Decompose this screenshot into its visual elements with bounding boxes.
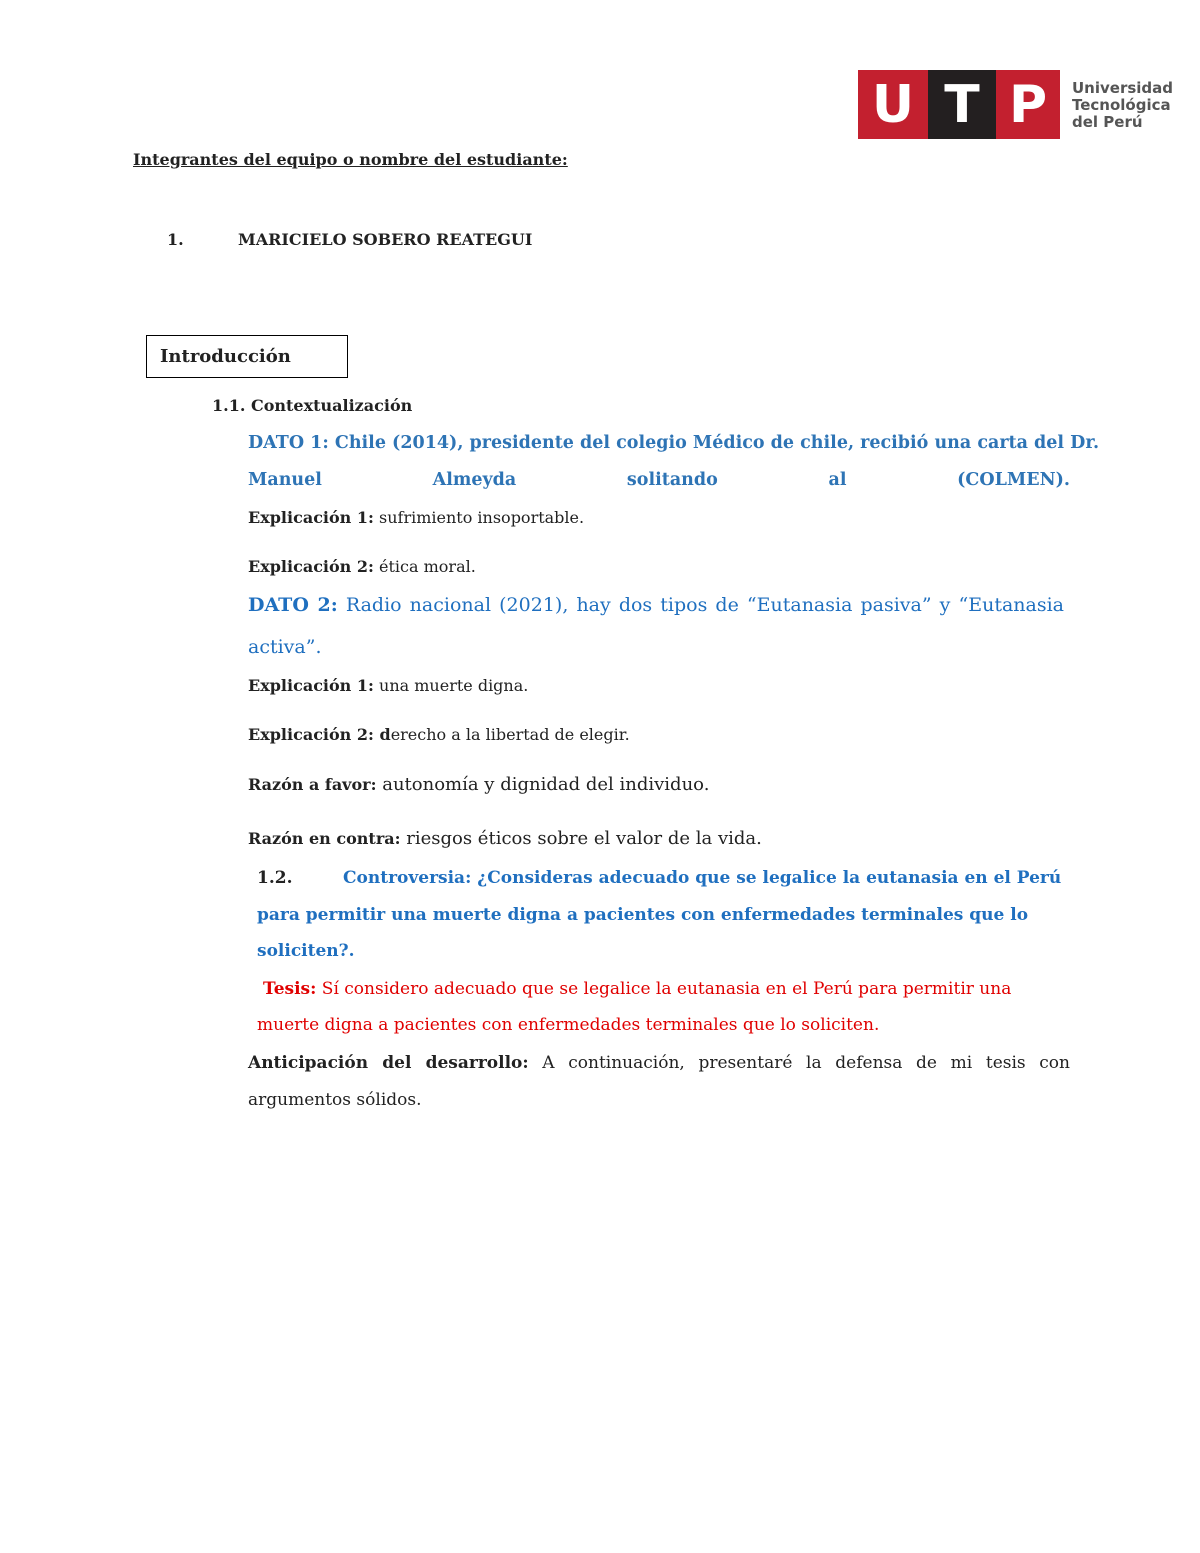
member-name: MARICIELO SOBERO REATEGUI <box>238 230 533 249</box>
dato2-explicacion-2 <box>248 725 630 744</box>
dato1-word: Almeyda <box>432 470 517 490</box>
controversia-line2: para permitir una muerte digna a pacientes con enfermedades terminales que lo <box>257 905 1029 925</box>
logo-university-name: Universidad Tecnológica del Perú <box>1072 79 1174 131</box>
intro-title: Introducción <box>160 346 291 367</box>
razon-label: Razón en contra: <box>248 829 401 848</box>
anticipacion-line1 <box>248 1053 1070 1073</box>
utp-logo <box>858 70 1174 139</box>
razon-a-favor <box>248 774 709 795</box>
anticipacion-text: A continuación, presentaré la defensa de mi tesis con <box>528 1053 1070 1073</box>
dato2-line2: activa”. <box>248 636 322 658</box>
dato1-line1: DATO 1: Chile (2014), presidente del colegio Médico de chile, recibió una carta del Dr. <box>248 433 1100 453</box>
explicacion-text: ética moral. <box>373 557 476 576</box>
dato2-label: DATO 2: <box>248 594 338 616</box>
dato1-explicacion-2 <box>248 557 476 576</box>
dato2-text: Radio nacional (2021), hay dos tipos de “Eutanasia pasiva” y “Eutanasia <box>337 594 1064 616</box>
explicacion-label: Explicación 2: <box>248 557 374 576</box>
explicacion-label: Explicación 2: d <box>248 725 391 744</box>
explicacion-text: una muerte digna. <box>373 676 529 695</box>
dato1-word: (COLMEN). <box>957 470 1070 490</box>
tesis-text: Sí considero adecuado que se legalice la eutanasia en el Perú para permitir una <box>316 979 1012 999</box>
dato2-line1 <box>248 594 1064 616</box>
dato1-line2 <box>248 470 1070 490</box>
controversia-line1: Controversia: ¿Consideras adecuado que se legalice la eutanasia en el Perú <box>343 868 1062 888</box>
dato1-word: al <box>828 470 847 490</box>
anticipacion-label: Anticipación del desarrollo: <box>248 1053 529 1073</box>
logo-letter-u: U <box>858 70 928 139</box>
controversia-line3: soliciten?. <box>257 941 355 961</box>
dato1-word: Manuel <box>248 470 322 490</box>
tesis-line2: muerte digna a pacientes con enfermedades terminales que lo soliciten. <box>257 1015 880 1035</box>
logo-letter-t: T <box>928 70 996 139</box>
tesis-label: Tesis: <box>263 979 317 999</box>
section-12-number: 1.2. <box>257 868 293 888</box>
explicacion-text: sufrimiento insoportable. <box>373 508 585 527</box>
dato2-explicacion-1 <box>248 676 528 695</box>
member-number: 1. <box>167 230 184 249</box>
razon-text: autonomía y dignidad del individuo. <box>376 774 710 795</box>
razon-label: Razón a favor: <box>248 775 377 794</box>
dato1-explicacion-1 <box>248 508 584 527</box>
team-members-heading: Integrantes del equipo o nombre del estudiante: <box>133 150 568 169</box>
explicacion-text: erecho a la libertad de elegir. <box>390 725 630 744</box>
razon-text: riesgos éticos sobre el valor de la vida. <box>400 828 762 849</box>
tesis-line1 <box>263 979 1011 999</box>
razon-en-contra <box>248 828 762 849</box>
explicacion-label: Explicación 1: <box>248 508 374 527</box>
anticipacion-line2: argumentos sólidos. <box>248 1090 422 1110</box>
logo-letter-p: P <box>996 70 1060 139</box>
section-contextualizacion: 1.1. Contextualización <box>212 396 413 415</box>
explicacion-label: Explicación 1: <box>248 676 374 695</box>
dato1-word: solitando <box>626 470 718 490</box>
